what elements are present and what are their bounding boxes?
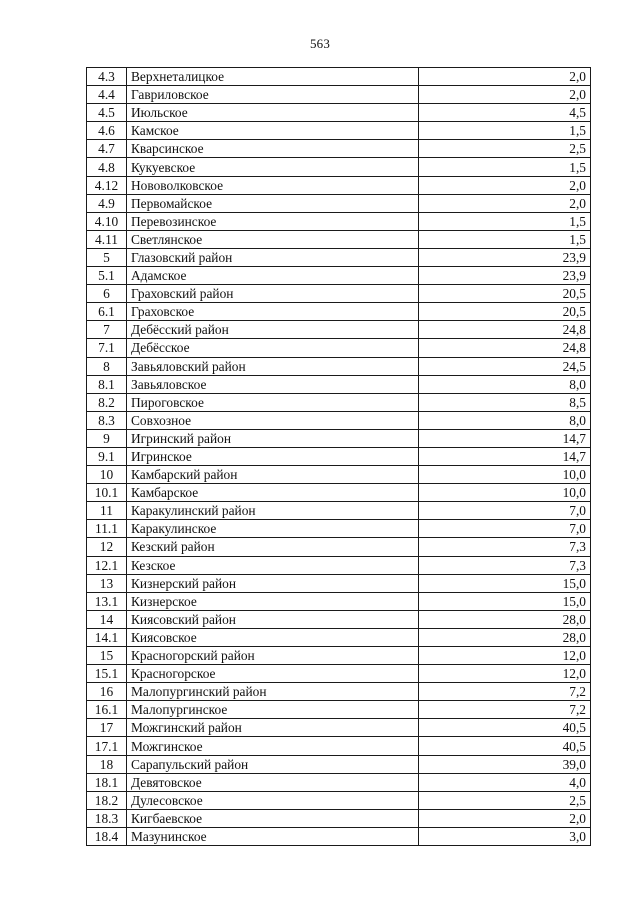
row-name-cell: Камское [127,122,419,140]
row-value-cell: 15,0 [419,592,591,610]
table-row [87,701,591,719]
row-name-cell: Дулесовское [127,791,419,809]
row-value-cell: 7,3 [419,538,591,556]
row-name-cell: Малопургинский район [127,683,419,701]
row-name-cell: Перевозинское [127,212,419,230]
row-name-cell: Пироговское [127,393,419,411]
row-name-cell: Дебёсский район [127,321,419,339]
row-number-cell: 9 [87,429,127,447]
row-value-cell: 20,5 [419,285,591,303]
row-number-cell: 4.9 [87,194,127,212]
page-number: 563 [309,36,331,51]
row-value-cell: 23,9 [419,267,591,285]
row-name-cell: Мазунинское [127,827,419,845]
row-value-cell: 8,0 [419,375,591,393]
row-number-cell: 12.1 [87,556,127,574]
row-number-cell: 15.1 [87,665,127,683]
row-name-cell: Граховское [127,303,419,321]
row-name-cell: Каракулинское [127,520,419,538]
row-name-cell: Нововолковское [127,176,419,194]
row-number-cell: 5.1 [87,267,127,285]
row-value-cell: 7,3 [419,556,591,574]
table-row [87,248,591,266]
row-value-cell: 23,9 [419,248,591,266]
row-number-cell: 8.2 [87,393,127,411]
row-name-cell: Кизнерский район [127,574,419,592]
row-number-cell: 8.1 [87,375,127,393]
table-row [87,158,591,176]
row-number-cell: 18.1 [87,773,127,791]
row-number-cell: 18.3 [87,809,127,827]
row-number-cell: 4.7 [87,140,127,158]
row-number-cell: 16 [87,683,127,701]
row-number-cell: 4.4 [87,86,127,104]
table-row [87,176,591,194]
table-row [87,809,591,827]
row-name-cell: Игринское [127,447,419,465]
row-value-cell: 40,5 [419,737,591,755]
row-number-cell: 17 [87,719,127,737]
row-number-cell: 9.1 [87,447,127,465]
row-name-cell: Завьяловское [127,375,419,393]
row-number-cell: 5 [87,248,127,266]
row-name-cell: Можгинский район [127,719,419,737]
row-name-cell: Красногорский район [127,647,419,665]
row-name-cell: Граховский район [127,285,419,303]
row-name-cell: Малопургинское [127,701,419,719]
row-name-cell: Кезский район [127,538,419,556]
row-name-cell: Глазовский район [127,248,419,266]
row-name-cell: Июльское [127,104,419,122]
row-name-cell: Сарапульский район [127,755,419,773]
row-value-cell: 2,5 [419,791,591,809]
row-name-cell: Светлянское [127,230,419,248]
table-row [87,484,591,502]
row-name-cell: Совхозное [127,411,419,429]
row-value-cell: 20,5 [419,303,591,321]
row-value-cell: 39,0 [419,755,591,773]
table-row [87,466,591,484]
row-value-cell: 2,0 [419,194,591,212]
row-number-cell: 7 [87,321,127,339]
row-number-cell: 11.1 [87,520,127,538]
row-number-cell: 13.1 [87,592,127,610]
table-row [87,393,591,411]
row-name-cell: Кукуевское [127,158,419,176]
row-number-cell: 4.11 [87,230,127,248]
row-number-cell: 18.4 [87,827,127,845]
table-row [87,447,591,465]
table-row [87,502,591,520]
row-name-cell: Девятовское [127,773,419,791]
row-name-cell: Кигбаевское [127,809,419,827]
row-value-cell: 12,0 [419,647,591,665]
row-value-cell: 24,5 [419,357,591,375]
row-number-cell: 4.5 [87,104,127,122]
row-value-cell: 1,5 [419,230,591,248]
row-value-cell: 1,5 [419,158,591,176]
row-value-cell: 2,5 [419,140,591,158]
row-value-cell: 28,0 [419,628,591,646]
row-number-cell: 4.10 [87,212,127,230]
row-number-cell: 10.1 [87,484,127,502]
table-row [87,628,591,646]
table-row [87,140,591,158]
table-row [87,827,591,845]
table-row [87,538,591,556]
table-row [87,122,591,140]
table-row [87,683,591,701]
row-number-cell: 8.3 [87,411,127,429]
table-row [87,303,591,321]
row-value-cell: 7,0 [419,520,591,538]
table-row [87,773,591,791]
row-name-cell: Гавриловское [127,86,419,104]
row-name-cell: Камбарский район [127,466,419,484]
row-value-cell: 10,0 [419,484,591,502]
table-row [87,357,591,375]
table-row [87,212,591,230]
row-number-cell: 12 [87,538,127,556]
row-value-cell: 4,0 [419,773,591,791]
row-name-cell: Игринский район [127,429,419,447]
row-number-cell: 14 [87,610,127,628]
table-row [87,321,591,339]
table-row [87,574,591,592]
row-value-cell: 7,2 [419,683,591,701]
table-row [87,375,591,393]
row-number-cell: 4.6 [87,122,127,140]
row-name-cell: Верхнеталицкое [127,68,419,86]
row-value-cell: 28,0 [419,610,591,628]
row-value-cell: 1,5 [419,122,591,140]
row-number-cell: 18 [87,755,127,773]
row-number-cell: 15 [87,647,127,665]
row-name-cell: Кварсинское [127,140,419,158]
row-number-cell: 7.1 [87,339,127,357]
row-number-cell: 8 [87,357,127,375]
row-value-cell: 3,0 [419,827,591,845]
table-row [87,737,591,755]
row-number-cell: 4.3 [87,68,127,86]
row-name-cell: Каракулинский район [127,502,419,520]
row-value-cell: 7,0 [419,502,591,520]
row-name-cell: Завьяловский район [127,357,419,375]
table-row [87,755,591,773]
row-value-cell: 2,0 [419,809,591,827]
table-row [87,610,591,628]
row-number-cell: 4.8 [87,158,127,176]
row-value-cell: 2,0 [419,176,591,194]
row-name-cell: Камбарское [127,484,419,502]
table-row [87,520,591,538]
row-number-cell: 13 [87,574,127,592]
row-number-cell: 16.1 [87,701,127,719]
row-number-cell: 17.1 [87,737,127,755]
table-row [87,647,591,665]
row-name-cell: Киясовский район [127,610,419,628]
row-name-cell: Дебёсское [127,339,419,357]
row-value-cell: 24,8 [419,321,591,339]
row-number-cell: 6 [87,285,127,303]
row-value-cell: 7,2 [419,701,591,719]
row-value-cell: 14,7 [419,429,591,447]
row-name-cell: Адамское [127,267,419,285]
row-value-cell: 4,5 [419,104,591,122]
table-row [87,719,591,737]
table-row [87,68,591,86]
table-row [87,556,591,574]
row-value-cell: 10,0 [419,466,591,484]
row-value-cell: 1,5 [419,212,591,230]
row-value-cell: 8,0 [419,411,591,429]
row-value-cell: 2,0 [419,86,591,104]
row-name-cell: Кезское [127,556,419,574]
table-row [87,592,591,610]
table-row [87,86,591,104]
row-name-cell: Киясовское [127,628,419,646]
table-row [87,665,591,683]
table-row [87,411,591,429]
row-value-cell: 12,0 [419,665,591,683]
row-number-cell: 11 [87,502,127,520]
row-value-cell: 15,0 [419,574,591,592]
row-name-cell: Кизнерское [127,592,419,610]
table-row [87,285,591,303]
table-row [87,230,591,248]
table-row [87,339,591,357]
data-table [86,67,591,846]
table-row [87,429,591,447]
row-number-cell: 4.12 [87,176,127,194]
row-number-cell: 10 [87,466,127,484]
row-name-cell: Красногорское [127,665,419,683]
row-value-cell: 14,7 [419,447,591,465]
row-name-cell: Можгинское [127,737,419,755]
row-number-cell: 18.2 [87,791,127,809]
table-body [87,68,591,846]
row-value-cell: 40,5 [419,719,591,737]
row-number-cell: 14.1 [87,628,127,646]
table-row [87,791,591,809]
row-name-cell: Первомайское [127,194,419,212]
row-value-cell: 8,5 [419,393,591,411]
row-number-cell: 6.1 [87,303,127,321]
table-row [87,267,591,285]
table-row [87,194,591,212]
table-row [87,104,591,122]
row-value-cell: 2,0 [419,68,591,86]
row-value-cell: 24,8 [419,339,591,357]
